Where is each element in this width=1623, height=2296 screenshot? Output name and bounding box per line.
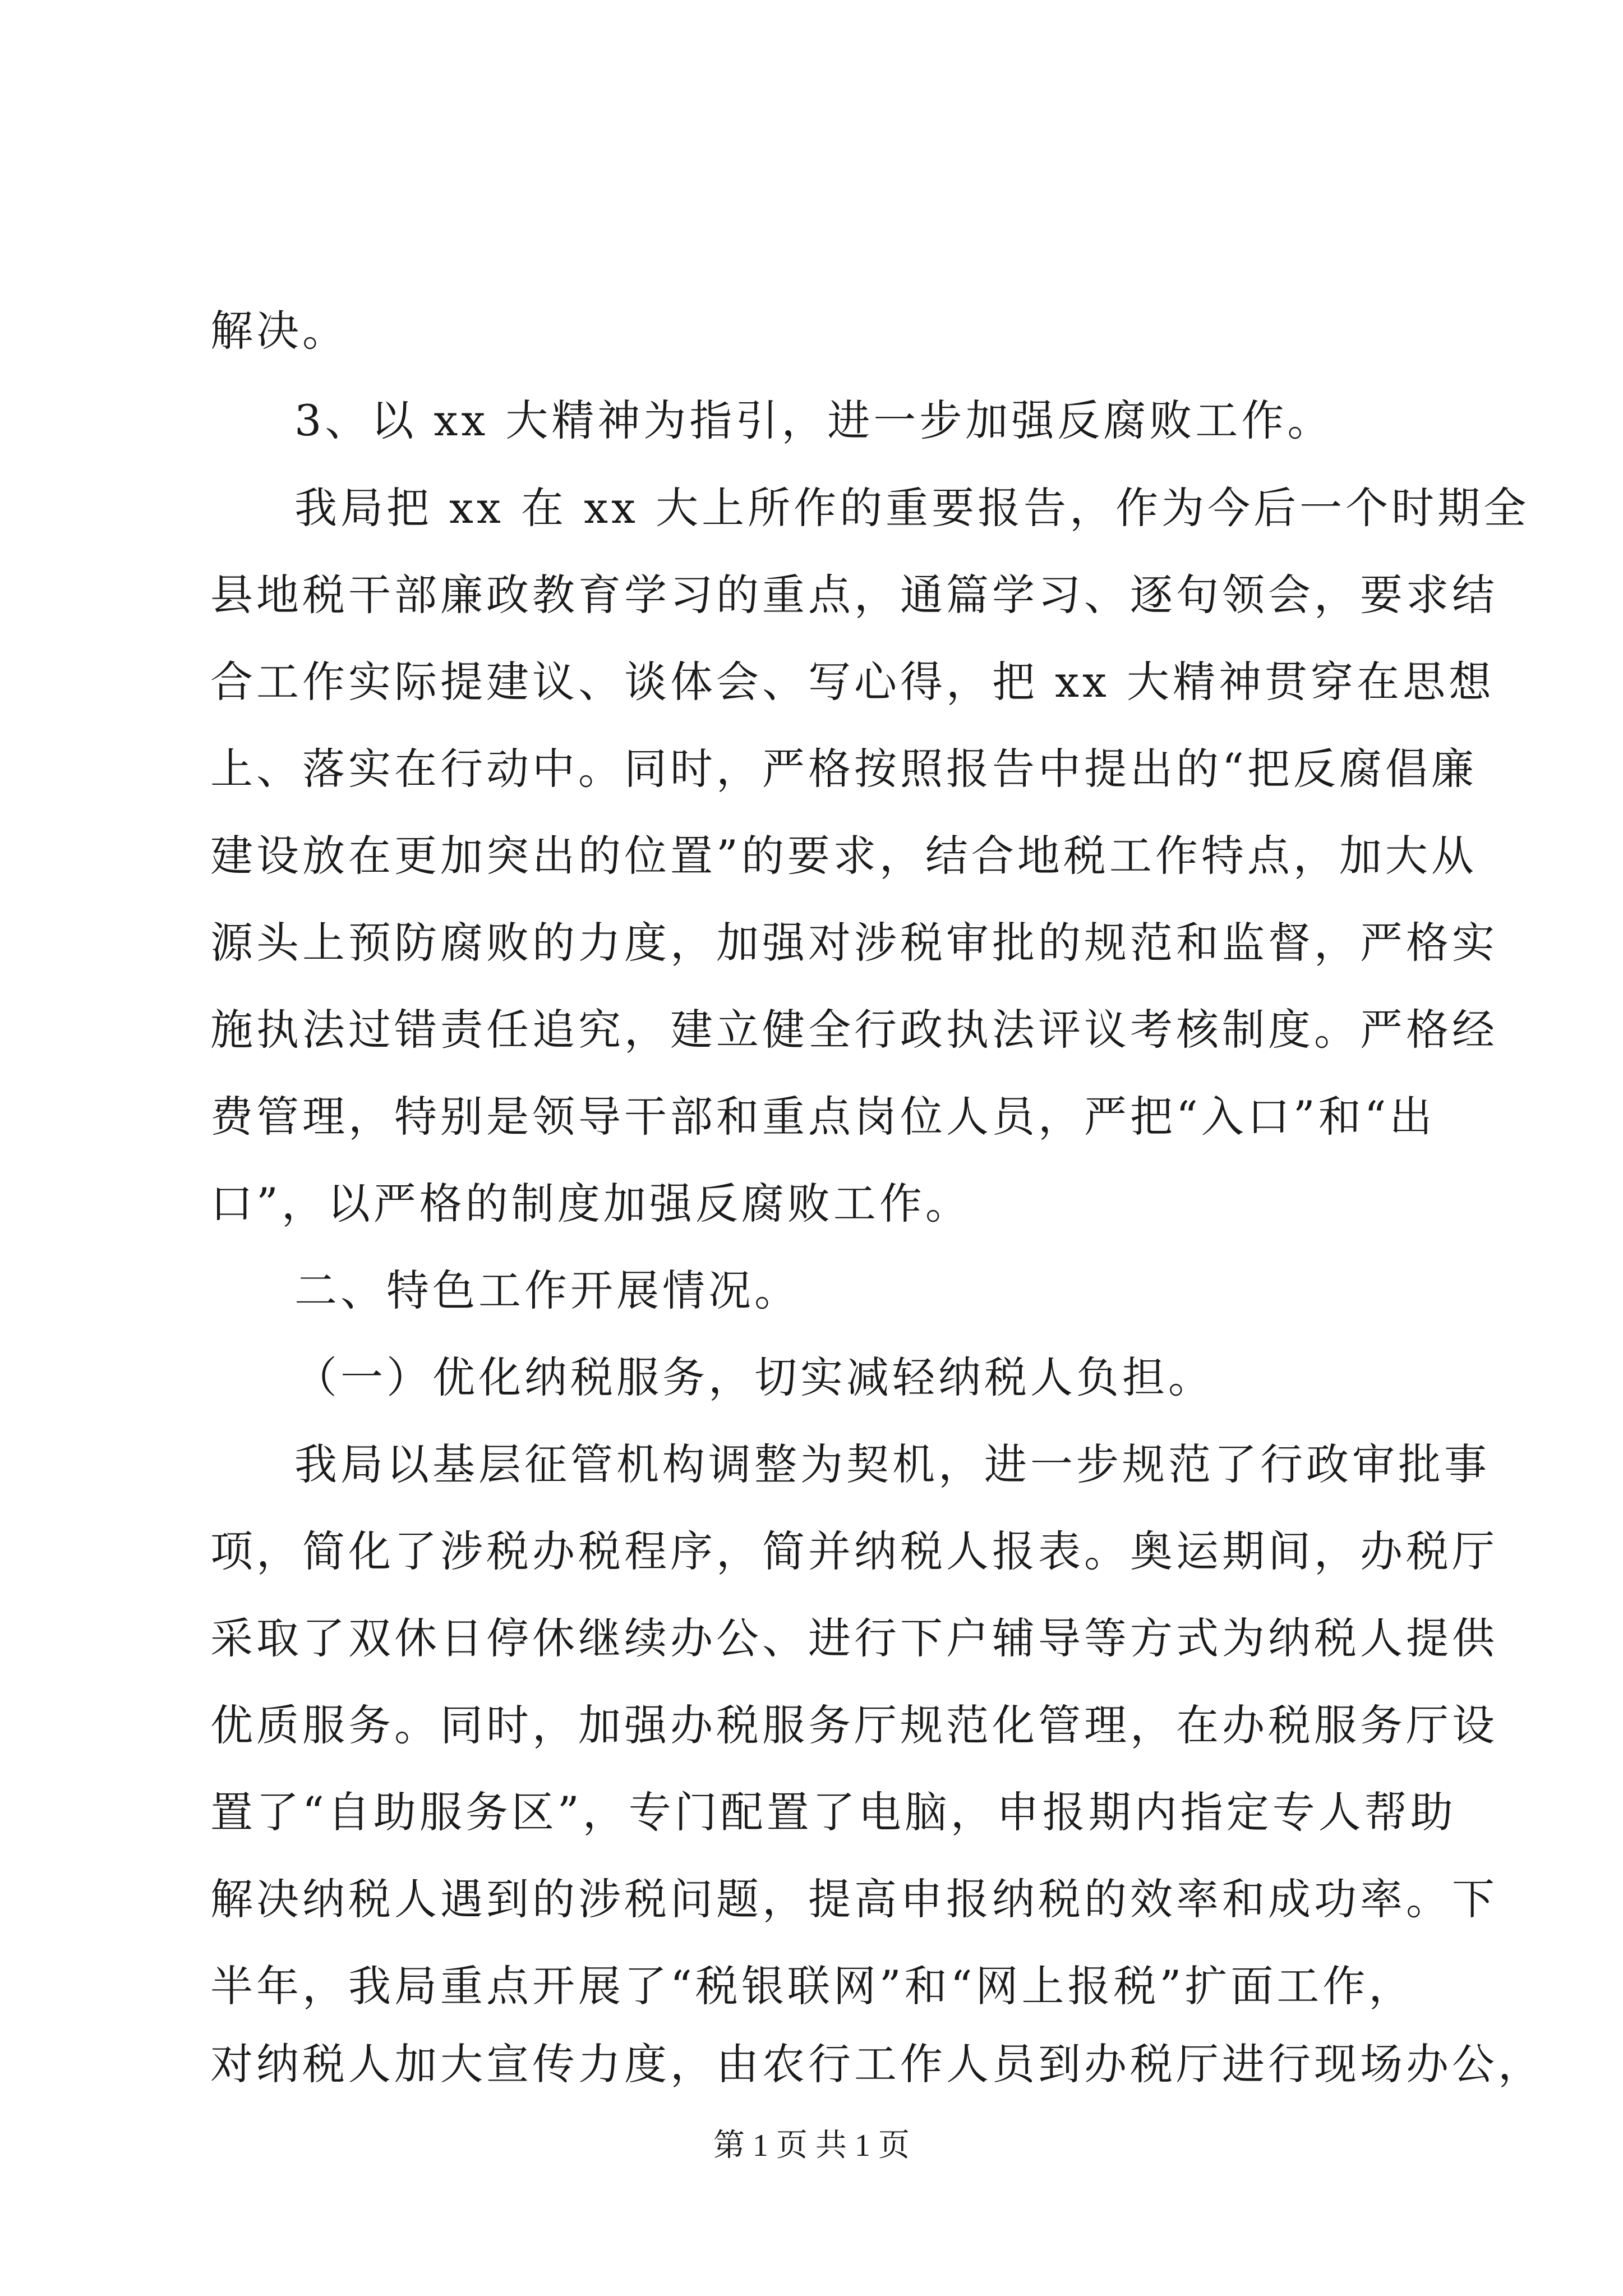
section-heading: 3、以 xx 大精神为指引，进一步加强反腐败工作。 [294,395,1334,445]
text-line: 对纳税人加大宣传力度，由农行工作人员到办税厅进行现场办公， [210,2039,1544,2089]
text-line: 县地税干部廉政教育学习的重点，通篇学习、逐句领会，要求结 [210,570,1498,620]
text-line: 费管理，特别是领导干部和重点岗位人员，严把“入口”和“出 [210,1092,1436,1142]
subsection-heading: （一）优化纳税服务，切实减轻纳税人负担。 [294,1352,1214,1402]
text-line: 合工作实际提建议、谈体会、写心得，把 xx 大精神贯穿在思想 [210,657,1495,707]
text-line: 口”，以严格的制度加强反腐败工作。 [210,1179,971,1228]
text-line: 我局把 xx 在 xx 大上所作的重要报告，作为今后一个时期全 [294,483,1530,533]
text-line: 建设放在更加突出的位置”的要求，结合地税工作特点，加大从 [210,831,1477,881]
text-line: 项，简化了涉税办税程序，简并纳税人报表。奥运期间，办税厅 [210,1526,1498,1576]
text-line: 采取了双休日停休继续办公、进行下户辅导等方式为纳税人提供 [210,1613,1498,1663]
section-heading: 二、特色工作开展情况。 [294,1266,800,1315]
text-line: 半年，我局重点开展了“税银联网”和“网上报税”扩面工作， [210,1961,1415,2011]
text-line: 源头上预防腐败的力度，加强对涉税审批的规范和监督，严格实 [210,918,1498,968]
text-line: 施执法过错责任追究，建立健全行政执法评议考核制度。严格经 [210,1005,1498,1055]
page-footer: 第 1 页 共 1 页 [713,2128,910,2163]
text-line: 上、落实在行动中。同时，严格按照报告中提出的“把反腐倡廉 [210,744,1477,794]
text-line: 置了“自助服务区”，专门配置了电脑，申报期内指定专人帮助 [210,1787,1456,1837]
text-line: 解决纳税人遇到的涉税问题，提高申报纳税的效率和成功率。下 [210,1874,1498,1924]
text-line: 解决。 [210,306,348,356]
text-line: 优质服务。同时，加强办税服务厅规范化管理，在办税服务厅设 [210,1700,1498,1750]
text-line: 我局以基层征管机构调整为契机，进一步规范了行政审批事 [294,1439,1490,1489]
